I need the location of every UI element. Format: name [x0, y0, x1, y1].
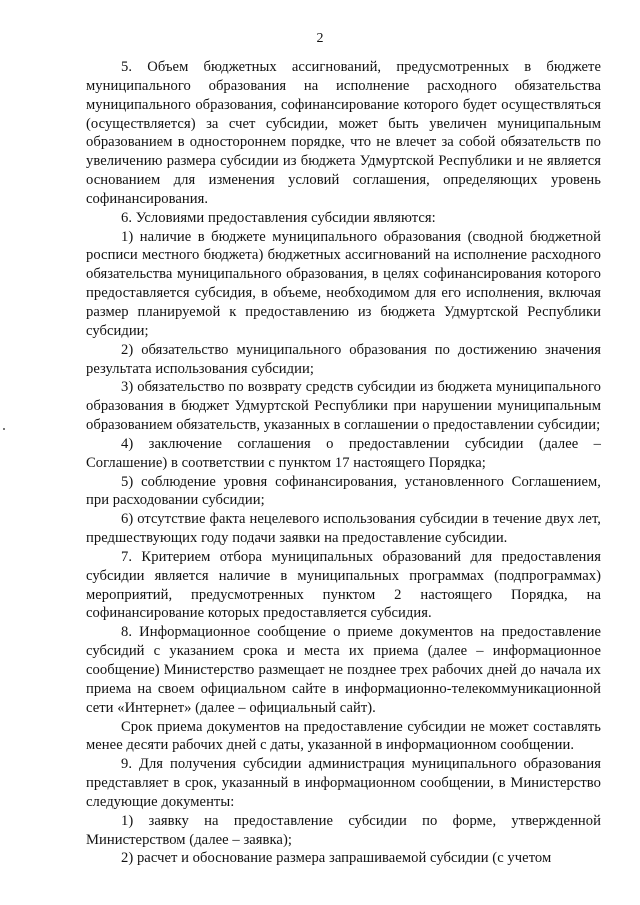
paragraph-6: 6. Условиями предоставления субсидии являются:	[121, 209, 436, 226]
paragraph-9-item-1: 1) заявку на предоставление субсидии по форме, утвержденной Министерством (далее – заявка);	[86, 812, 601, 848]
margin-mark	[3, 428, 5, 430]
paragraph-6-item-4: 4) заключение соглашения о предоставлении субсидии (далее – Соглашение) в соответствии с пунктом 17 настоящего Порядка;	[86, 435, 601, 471]
paragraph-9-item-2: 2) расчет и обоснование размера запрашиваемой субсидии (с учетом	[121, 850, 552, 867]
paragraph-5: 5. Объем бюджетных ассигнований, предусмотренных в бюджете муниципального образования на исполнение расходного обязательства муниципального образования, софинансирование которого будет осуществляться (осуществляется) за счет субсидии, может быть увеличен муниципальным образованием в одностороннем порядке, что не влечет за собой обязательств по увеличению размера субсидии из бюджета Удмуртской Республики и не является основанием для изменения условий соглашения, определяющих уровень софинансирования.	[86, 59, 601, 207]
paragraph-6-item-2: 2) обязательство муниципального образования по достижению значения результата использования субсидии;	[86, 341, 601, 377]
document-body	[86, 58, 601, 868]
page-number: 2	[316, 31, 324, 46]
paragraph-7: 7. Критерием отбора муниципальных образований для предоставления субсидии является наличие в муниципальных программах (подпрограммах) мероприятий, предусмотренных пунктом 2 настоящего Порядка, на софинансирование которых предоставляется субсидия.	[86, 548, 601, 622]
paragraph-8: 8. Информационное сообщение о приеме документов на предоставление субсидий с указанием срока и места их приема (далее – информационное сообщение) Министерство размещает не позднее трех рабочих дней до начала их приема на своем официальном сайте в информационно-телекоммуникационной сети «Интернет» (далее – официальный сайт).	[86, 624, 601, 716]
paragraph-6-item-3: 3) обязательство по возврату средств субсидии из бюджета муниципального образования в бюджет Удмуртской Республики при нарушении муниципальным образованием обязательств, указанных в соглашении о предоставлении субсидии;	[86, 379, 601, 434]
paragraph-8-deadline: Срок приема документов на предоставление субсидии не может составлять менее десяти рабочих дней с даты, указанной в информационном сообщении.	[86, 718, 601, 754]
paragraph-6-item-5: 5) соблюдение уровня софинансирования, установленного Соглашением, при расходовании субсидии;	[86, 473, 601, 509]
paragraph-6-item-6: 6) отсутствие факта нецелевого использования субсидии в течение двух лет, предшествующих году подачи заявки на предоставление субсидии.	[86, 511, 601, 547]
paragraph-9: 9. Для получения субсидии администрация муниципального образования представляет в срок, указанный в информационном сообщении, в Министерство следующие документы:	[86, 756, 601, 810]
paragraph-6-item-1: 1) наличие в бюджете муниципального образования (сводной бюджетной росписи местного бюджета) бюджетных ассигнований на исполнение расходного обязательства муниципального образования, в целях софинансирования которого предоставляется субсидия, в объеме, необходимом для его исполнения, включая размер планируемой к предоставлению из бюджета Удмуртской Республики субсидии;	[86, 228, 601, 339]
